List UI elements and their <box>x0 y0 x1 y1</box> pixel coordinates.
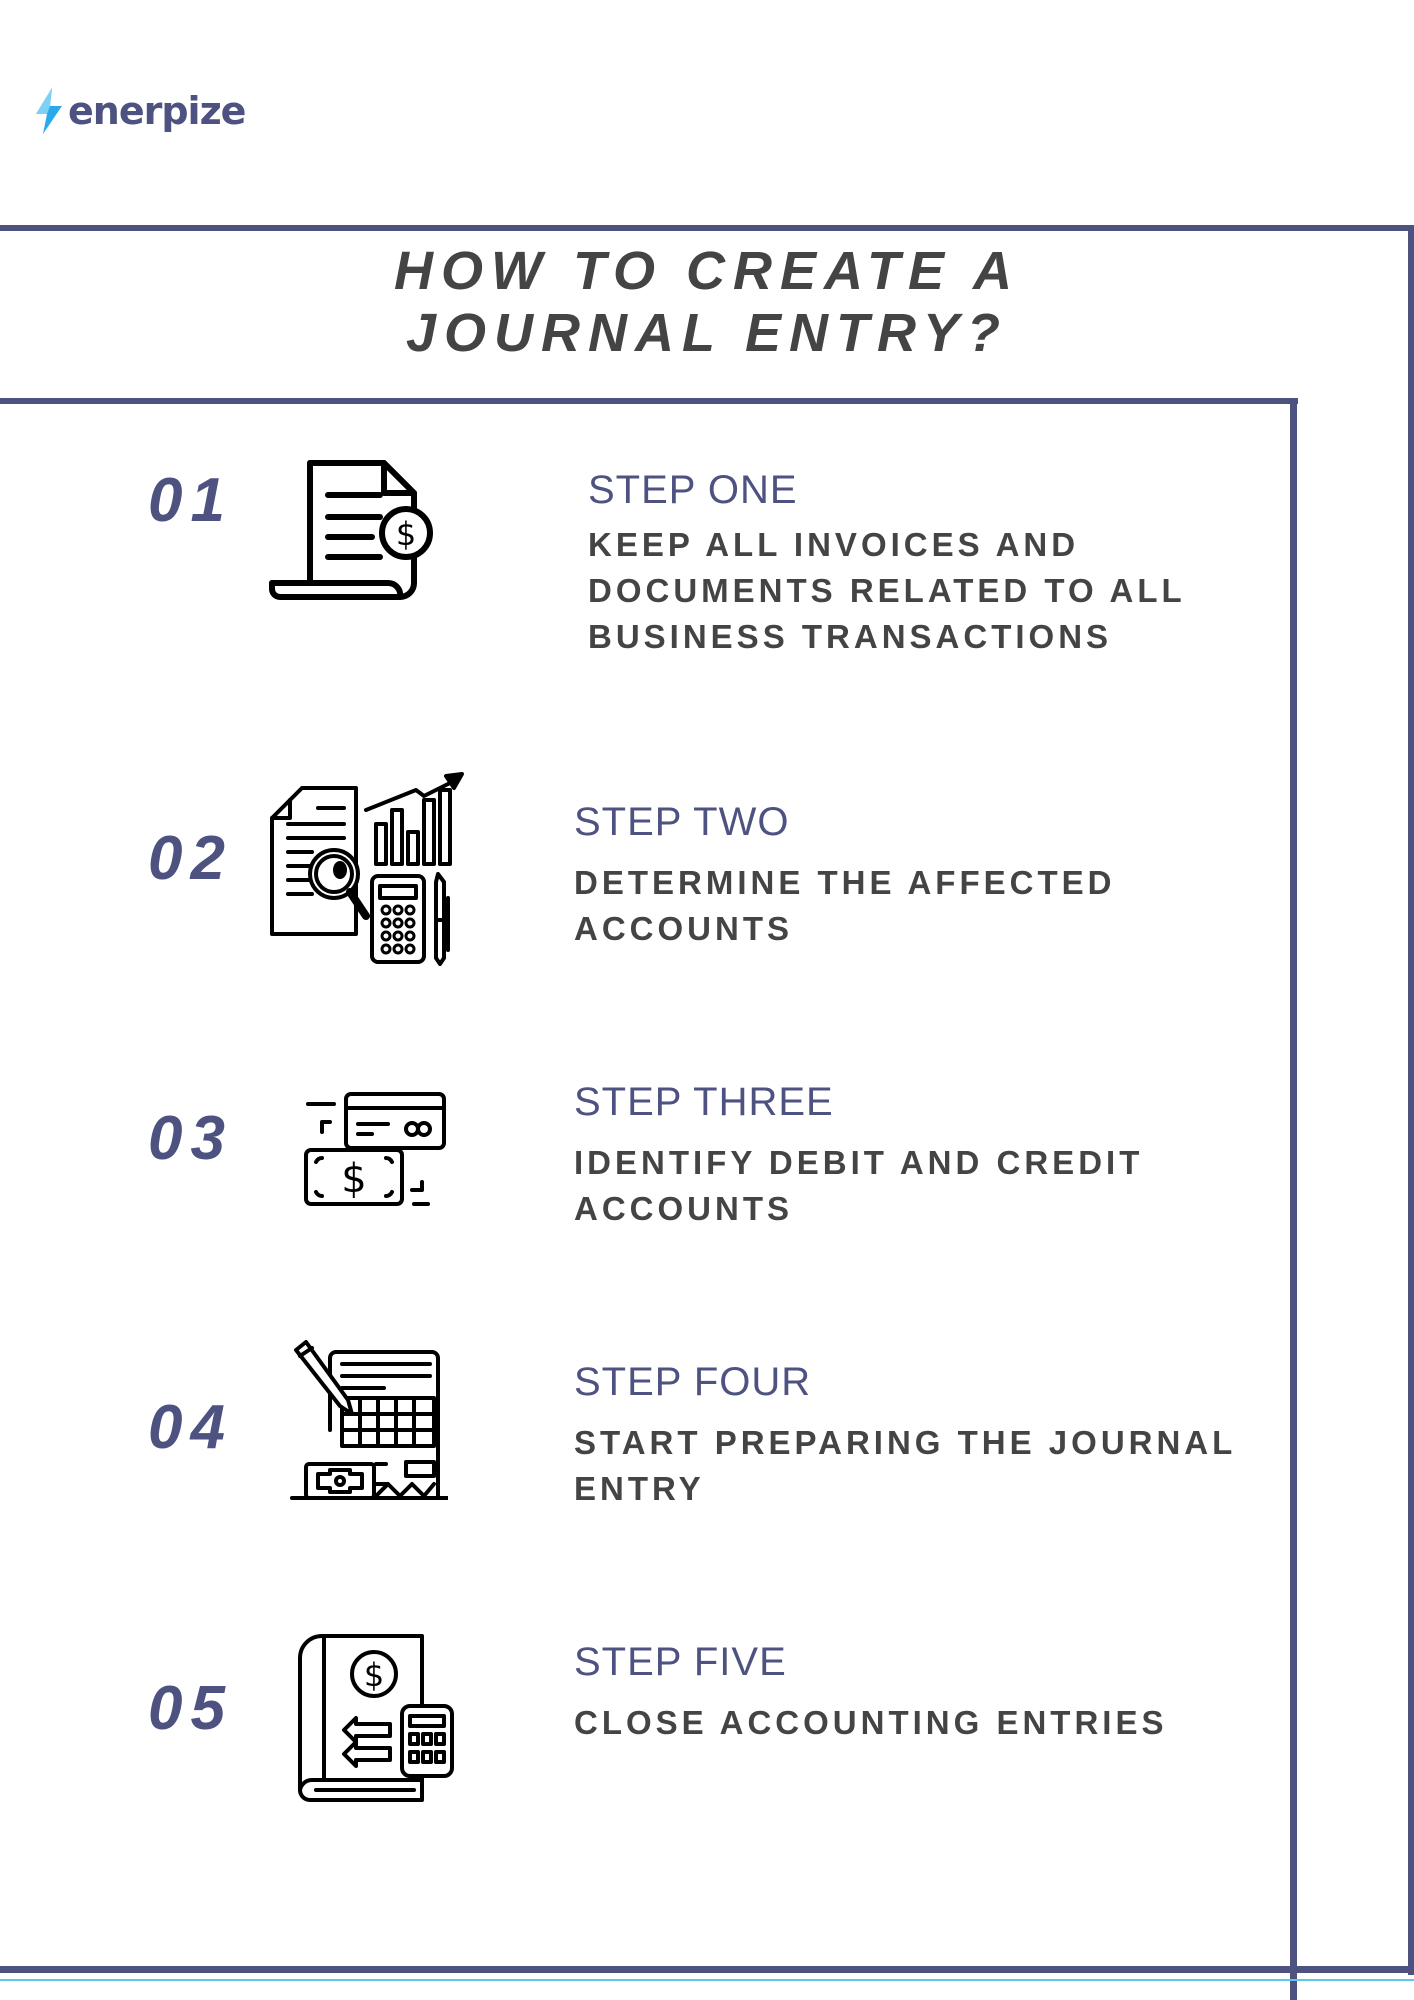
step-label: STEP FIVE <box>574 1640 787 1684</box>
step-number: 01 <box>148 466 233 535</box>
step-label: STEP FOUR <box>574 1360 812 1404</box>
step-number: 03 <box>148 1104 233 1173</box>
step-label: STEP THREE <box>574 1080 834 1124</box>
svg-text:$: $ <box>395 515 417 553</box>
frame-inner-top-border <box>0 398 1298 404</box>
brand-logo <box>34 88 245 134</box>
title-line-1: HOW TO CREATE A <box>394 241 1020 301</box>
frame-outer-right-border <box>1408 225 1414 1975</box>
step-label: STEP ONE <box>588 468 798 512</box>
step-four <box>574 1358 1294 1512</box>
step-description: CLOSE ACCOUNTING ENTRIES <box>574 1704 1168 1741</box>
step-two <box>574 798 1254 952</box>
step-description: DETERMINE THE AFFECTED ACCOUNTS <box>574 864 1116 947</box>
lightning-bolt-icon <box>34 88 64 134</box>
svg-text:$: $ <box>341 1156 367 1202</box>
invoice-document-icon <box>266 455 436 601</box>
frame-bottom-border <box>0 1966 1414 1973</box>
brand-name: enerpize <box>68 89 246 133</box>
step-three <box>574 1078 1254 1232</box>
svg-text:$: $ <box>363 1656 385 1694</box>
accounting-book-icon <box>294 1630 454 1806</box>
title-line-2: JOURNAL ENTRY? <box>405 303 1009 363</box>
step-number: 04 <box>148 1393 233 1462</box>
page-title <box>0 240 1414 364</box>
step-description: KEEP ALL INVOICES AND DOCUMENTS RELATED TO ALL BUSINESS TRANSACTIONS <box>588 526 1186 655</box>
financial-analysis-icon <box>266 770 466 966</box>
step-one <box>588 466 1248 660</box>
step-label: STEP TWO <box>574 800 790 844</box>
step-five <box>574 1638 1254 1746</box>
step-number: 02 <box>148 824 233 893</box>
frame-outer-top-border <box>0 225 1414 231</box>
ledger-sheet-icon <box>272 1330 448 1502</box>
cash-and-card-icon <box>300 1090 450 1210</box>
accent-line <box>0 1979 1414 1981</box>
step-description: START PREPARING THE JOURNAL ENTRY <box>574 1424 1236 1507</box>
step-description: IDENTIFY DEBIT AND CREDIT ACCOUNTS <box>574 1144 1144 1227</box>
frame-inner-right-border <box>1290 398 1297 2000</box>
step-number: 05 <box>148 1674 233 1743</box>
